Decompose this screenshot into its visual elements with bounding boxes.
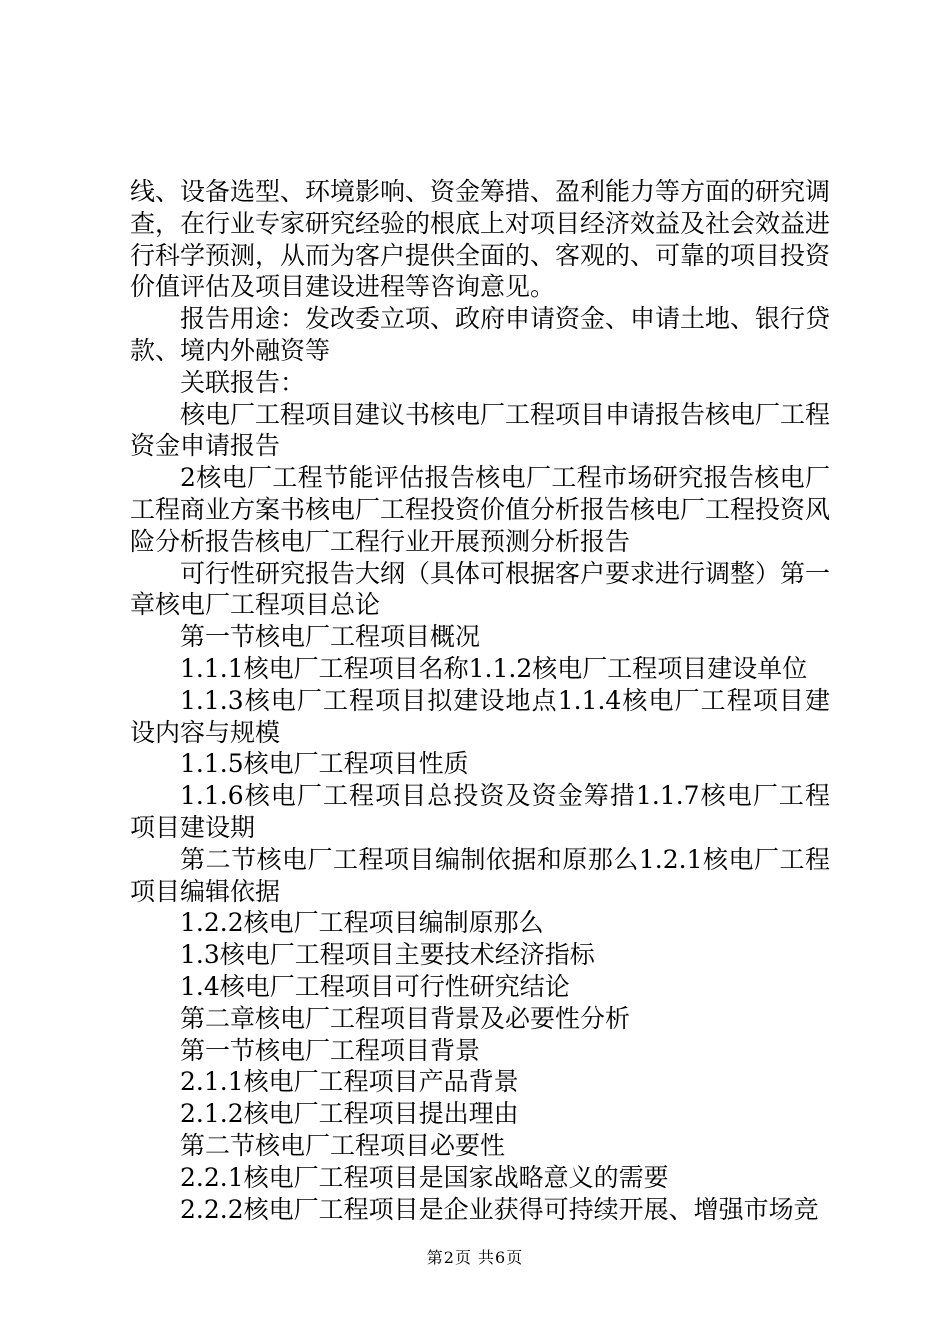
toc-item: 1.4核电厂工程项目可行性研究结论 xyxy=(180,971,570,1001)
paragraph-outline-intro: 可行性研究报告大纲（具体可根据客户要求进行调整）第一章核电厂工程项目总论 xyxy=(130,558,831,620)
toc-item: 2.1.1核电厂工程项目产品背景 xyxy=(180,1067,519,1097)
toc-item: 1.1.1核电厂工程项目名称1.1.2核电厂工程项目建设单位 xyxy=(180,653,808,683)
toc-item: 1.3核电厂工程项目主要技术经济指标 xyxy=(180,940,595,970)
toc-item: 2.2.1核电厂工程项目是国家战略意义的需要 xyxy=(180,1162,669,1192)
document-body xyxy=(130,176,830,1225)
paragraph-report-usage: 报告用途：发改委立项、政府申请资金、申请土地、银行贷款、境内外融资等 xyxy=(130,304,831,365)
paragraph-related-reports-1: 核电厂工程项目建议书核电厂工程项目申请报告核电厂工程资金申请报告 xyxy=(130,399,831,461)
toc-item: 2.2.2核电厂工程项目是企业获得可持续开展、增强市场竞 xyxy=(180,1194,819,1224)
paragraph-intro-continuation: 线、设备选型、环境影响、资金筹措、盈利能力等方面的研究调查，在行业专家研究经验的根底上对项目经济效益及社会效益进行科学预测，从而为客户提供全面的、客观的、可靠的项目投资价值评估及项目建设进程等咨询意见。 xyxy=(130,177,831,302)
toc-item: 1.1.6核电厂工程项目总投资及资金筹措1.1.7核电厂工程项目建设期 xyxy=(130,781,830,842)
paragraph-related-reports-heading: 关联报告： xyxy=(180,367,306,397)
toc-item: 第二节核电厂工程项目编制依据和原那么1.2.1核电厂工程项目编辑依据 xyxy=(130,844,830,906)
toc-item: 第一节核电厂工程项目概况 xyxy=(180,622,481,652)
toc-item: 1.2.2核电厂工程项目编制原那么 xyxy=(180,908,544,938)
toc-item: 2.1.2核电厂工程项目提出理由 xyxy=(180,1099,519,1129)
toc-item: 第二章核电厂工程项目背景及必要性分析 xyxy=(180,1003,631,1033)
toc-item: 第二节核电厂工程项目必要性 xyxy=(180,1130,506,1160)
page-number-footer: 第2页 共6页 xyxy=(426,1248,524,1267)
paragraph-related-reports-2: 2核电厂工程节能评估报告核电厂工程市场研究报告核电厂工程商业方案书核电厂工程投资价值分析报告核电厂工程投资风险分析报告核电厂工程行业开展预测分析报告 xyxy=(130,463,831,556)
toc-item: 1.1.5核电厂工程项目性质 xyxy=(180,749,469,779)
toc-item: 第一节核电厂工程项目背景 xyxy=(180,1035,481,1065)
toc-item: 1.1.3核电厂工程项目拟建设地点1.1.4核电厂工程项目建设内容与规模 xyxy=(130,685,830,747)
